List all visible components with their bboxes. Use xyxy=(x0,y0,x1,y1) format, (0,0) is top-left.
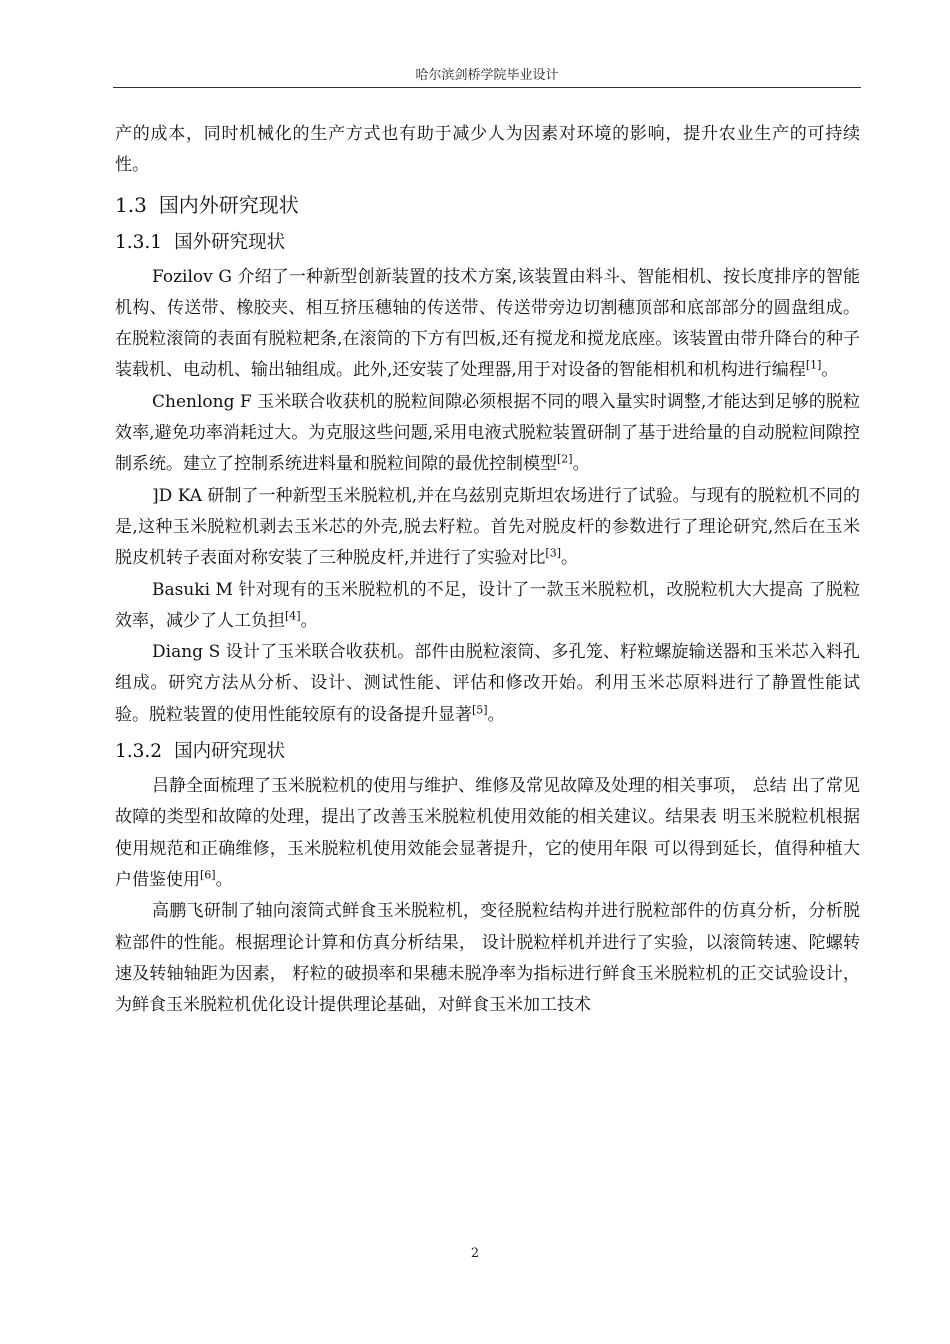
citation-ref: [2] xyxy=(557,452,573,466)
header-divider xyxy=(113,87,861,88)
paragraph-text: 吕静全面梳理了玉米脱粒机的使用与维护、维修及常见故障及处理的相关事项， 总结 出了常见故障的类型和故障的处理，提出了改善玉米脱粒机使用效能的相关建议。结果表 明玉米脱粒机根据使用规范和正确维修，玉米脱粒机使用效能会显著提升，它的使用年限 可以得到延长，值得种植大户借鉴使用 xyxy=(115,776,860,890)
paragraph-end: 。 xyxy=(215,869,233,890)
paragraph-basuki xyxy=(115,575,860,638)
paragraph-end: 。 xyxy=(300,610,318,631)
paragraph-lvjing xyxy=(115,771,860,896)
section-heading-1-3-2 xyxy=(115,735,860,769)
intro-paragraph: 产的成本，同时机械化的生产方式也有助于减少人为因素对环境的影响，提升农业生产的可持续性。 xyxy=(115,124,860,176)
paragraph-dka xyxy=(115,481,860,575)
section-heading-1-3-1 xyxy=(115,226,860,260)
section-title: 国外研究现状 xyxy=(174,231,286,253)
paragraph-gaopengfei xyxy=(115,896,860,1021)
section-title: 国内研究现状 xyxy=(174,741,286,763)
paragraph-text: 高鹏飞研制了轴向滚筒式鲜食玉米脱粒机，变径脱粒结构并进行脱粒部件的仿真分析，分析脱粒部件的性能。根据理论计算和仿真分析结果， 设计脱粒样机并进行了实验，以滚筒转速、陀螺转速及转轴轴距为因素， 籽粒的破损率和果穗未脱净率为指标进行鲜食玉米脱粒机的正交试验设计，为鲜食玉米脱粒机优化设计提供理论基础，对鲜食玉米加工技术 xyxy=(115,901,860,1016)
paragraph-text: ]D KA 研制了一种新型玉米脱粒机,并在乌兹别克斯坦农场进行了试验。与现有的脱粒机不同的是,这种玉米脱粒机剥去玉米芯的外壳,脱去籽粒。首先对脱皮杆的参数进行了理论研究,然后在玉米脱皮机转子表面对称安装了三种脱皮杆,并进行了实验对比 xyxy=(115,485,860,569)
citation-ref: [3] xyxy=(545,546,561,560)
section-number: 1.3.2 xyxy=(115,741,163,763)
paragraph-text: Diang S 设计了玉米联合收获机。部件由脱粒滚筒、多孔笼、籽粒螺旋输送器和玉米芯入料孔组成。研究方法从分析、设计、测试性能、评估和修改开始。利用玉米芯原料进行了静置性能试验。脱粒装置的使用性能较原有的设备提升显著 xyxy=(115,642,860,725)
paragraph-text: Fozilov G 介绍了一种新型创新装置的技术方案,该装置由料斗、智能相机、按长度排序的智能机构、传送带、橡胶夹、相互挤压穗轴的传送带、传送带旁边切割穗顶部和底部部分的圆盘组成。在脱粒滚筒的表面有脱粒耙条,在滚筒的下方有凹板,还有搅龙和搅龙底座。该装置由带升降台的种子装载机、电动机、输出轴组成。此外,还安装了处理器,用于对设备的智能相机和机构进行编程 xyxy=(115,266,860,381)
citation-ref: [1] xyxy=(805,358,822,372)
paragraph-end: 。 xyxy=(561,548,578,569)
paragraph-text: Chenlong F 玉米联合收获机的脱粒间隙必须根据不同的喂入量实时调整,才能达到足够的脱粒效率,避免功率消耗过大。为克服这些问题,采用电液式脱粒装置研制了基于进给量的自动脱粒间隙控制系统。建立了控制系统进料量和脱粒间隙的最优控制模型 xyxy=(115,391,860,475)
paragraph-chenlong xyxy=(115,387,860,481)
paragraph-fozilov xyxy=(115,262,860,387)
paragraph-diang xyxy=(115,637,860,731)
page-number: 2 xyxy=(470,1246,480,1261)
citation-ref: [6] xyxy=(200,868,216,882)
page-body xyxy=(115,119,860,1021)
citation-ref: [4] xyxy=(285,609,301,623)
paragraph-end: 。 xyxy=(821,360,839,381)
section-number: 1.3 xyxy=(115,192,147,217)
page-header: 哈尔滨剑桥学院毕业设计 xyxy=(415,68,559,83)
section-number: 1.3.1 xyxy=(115,231,163,253)
paragraph-end: 。 xyxy=(572,454,590,475)
section-title: 国内外研究现状 xyxy=(158,192,299,217)
paragraph-end: 。 xyxy=(487,704,505,725)
citation-ref: [5] xyxy=(472,703,488,717)
section-heading-1-3 xyxy=(115,188,860,222)
paragraph-text: Basuki M 针对现有的玉米脱粒机的不足，设计了一款玉米脱粒机，改脱粒机大大提高 了脱粒效率，减少了人工负担 xyxy=(115,579,860,631)
